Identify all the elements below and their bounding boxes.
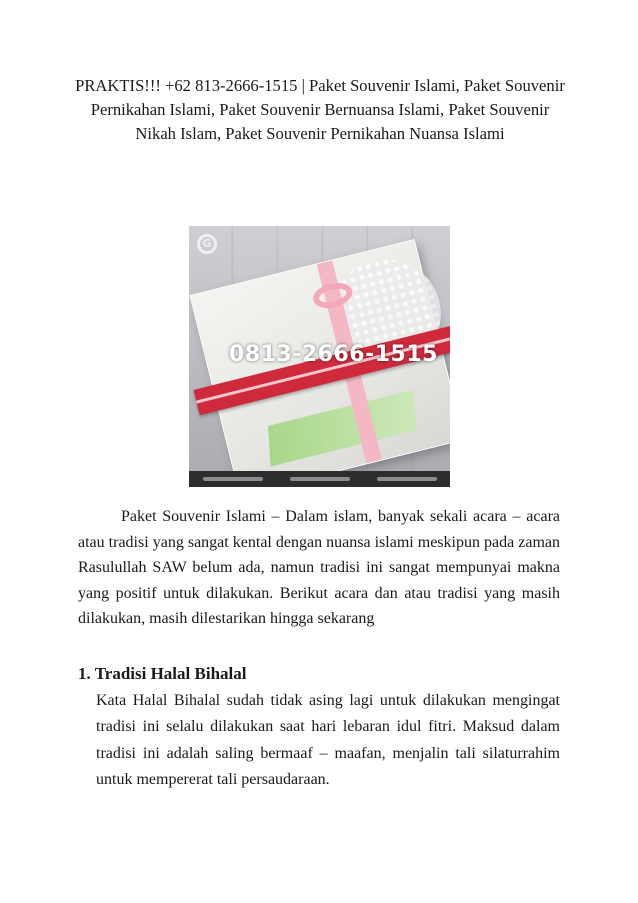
- product-photo: [189, 226, 450, 487]
- green-fabric: [268, 390, 416, 467]
- footer-text-placeholder: [290, 477, 350, 481]
- photo-footer-strip: [189, 471, 450, 487]
- intro-paragraph: Paket Souvenir Islami – Dalam islam, banyak sekali acara – acara atau tradisi yang sangat kental dengan nuansa islami meskipun pada zaman Rasulullah SAW belum ada, namun tradisi ini sangat mempunyai makna yang positif untuk dilakukan. Berikut acara dan atau tradisi yang masih dilakukan, masih dilestarikan hingga sekarang: [78, 508, 560, 628]
- footer-text-placeholder: [377, 477, 437, 481]
- phone-watermark: 0813-2666-1515: [229, 342, 438, 367]
- g-logo-icon: G: [197, 234, 217, 254]
- section-heading: 1. Tradisi Halal Bihalal: [78, 664, 247, 683]
- section-body: Kata Halal Bihalal sudah tidak asing lagi untuk dilakukan mengingat tradisi ini selalu dilakukan saat hari lebaran idul fitri. Maksud dalam tradisi ini adalah saling bermaaf – maafan, menjalin tali silaturrahim untuk mempererat tali persaudaraan.: [96, 692, 560, 788]
- page-title: PRAKTIS!!! +62 813-2666-1515 | Paket Souvenir Islami, Paket Souvenir Pernikahan Islami, Paket Souvenir Bernuansa Islami, Paket Souvenir Nikah Islam, Paket Souvenir Pernikahan Nuansa Islami: [75, 76, 565, 143]
- footer-text-placeholder: [203, 477, 263, 481]
